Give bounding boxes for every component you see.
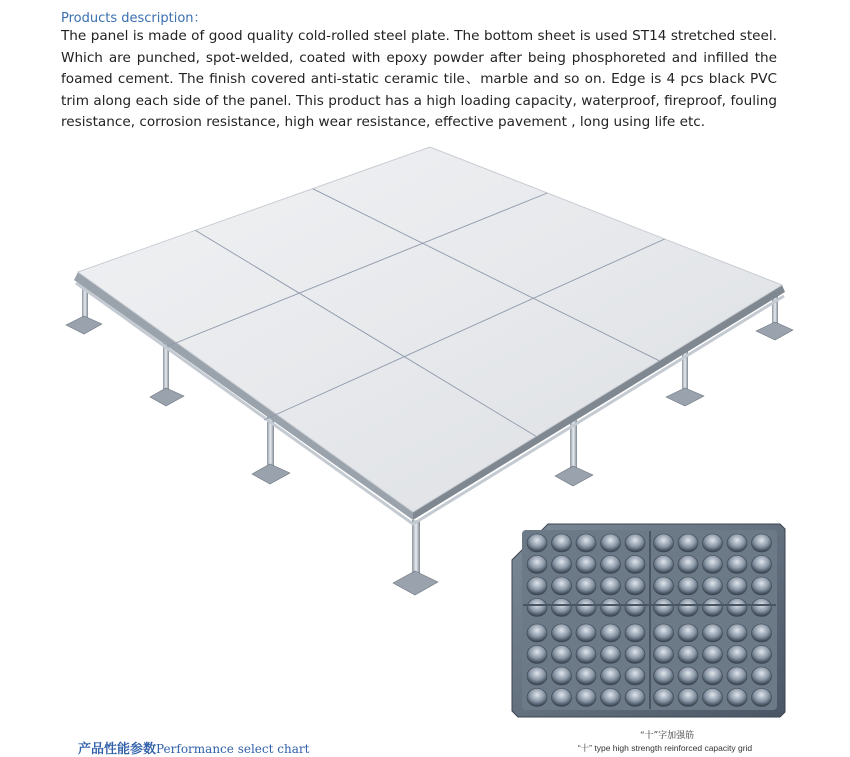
support-cup: [576, 599, 596, 617]
support-cup: [678, 624, 698, 642]
performance-heading: [78, 738, 309, 757]
support-cup: [654, 599, 674, 617]
support-cup: [527, 689, 547, 707]
support-cup: [678, 577, 698, 595]
support-cup: [703, 577, 723, 595]
inset-caption-en: “十” type high strength reinforced capacity grid: [577, 743, 753, 753]
support-cup: [552, 667, 572, 685]
support-cup: [601, 556, 621, 574]
support-cup: [752, 556, 772, 574]
support-cup: [703, 534, 723, 552]
support-cup: [654, 667, 674, 685]
support-cup: [752, 646, 772, 664]
support-cup: [625, 667, 645, 685]
support-cup: [576, 577, 596, 595]
inset-caption-cn: “十”字加强筋: [639, 731, 695, 741]
support-cup: [654, 556, 674, 574]
support-cup: [678, 689, 698, 707]
section-title: Products description：: [61, 11, 207, 26]
support-cup: [752, 624, 772, 642]
support-cup: [601, 577, 621, 595]
support-cup: [527, 624, 547, 642]
support-cup: [654, 534, 674, 552]
support-cup: [727, 689, 747, 707]
support-cup: [703, 667, 723, 685]
support-cup: [752, 534, 772, 552]
support-cup: [552, 534, 572, 552]
support-cup: [654, 624, 674, 642]
support-cup: [752, 577, 772, 595]
support-cup: [601, 624, 621, 642]
support-cup: [625, 599, 645, 617]
support-cup: [527, 556, 547, 574]
support-cup: [752, 599, 772, 617]
support-cup: [576, 646, 596, 664]
support-cup: [576, 667, 596, 685]
support-cup: [601, 599, 621, 617]
support-cup: [727, 534, 747, 552]
support-cup: [654, 646, 674, 664]
support-cup: [601, 646, 621, 664]
performance-heading-cn: 产品性能参数: [78, 742, 157, 757]
support-cup: [625, 646, 645, 664]
support-cup: [552, 577, 572, 595]
support-cup: [727, 624, 747, 642]
support-cup: [625, 689, 645, 707]
support-cup: [552, 556, 572, 574]
support-cup: [727, 646, 747, 664]
support-cup: [601, 534, 621, 552]
support-cup: [727, 667, 747, 685]
support-cup: [654, 577, 674, 595]
support-cup: [703, 599, 723, 617]
support-cup: [625, 577, 645, 595]
support-cup: [678, 556, 698, 574]
support-cup: [552, 599, 572, 617]
support-cup: [678, 667, 698, 685]
support-cup: [752, 667, 772, 685]
support-cup: [552, 624, 572, 642]
description-text: The panel is made of good quality cold-rolled steel plate. The bottom sheet is used ST14 stretched steel. Which are punched, spot-welded, coated with epoxy powder after being phosphoreted and infilled the foamed cement. The finish covered anti-static ceramic tile、marble and so on. Edge is 4 pcs black PVC trim along each side of the panel. This product has a high loading capacity, waterproof, fireproof, fouling resistance, corrosion resistance, high wear resistance, effective pavement , long using life etc.: [61, 28, 777, 131]
support-cup: [727, 556, 747, 574]
support-cup: [678, 599, 698, 617]
support-cup: [601, 667, 621, 685]
support-cup: [527, 534, 547, 552]
support-cup: [678, 534, 698, 552]
support-cup: [576, 689, 596, 707]
support-cup: [576, 624, 596, 642]
support-cup: [727, 577, 747, 595]
pedestal: [555, 420, 593, 486]
support-cup: [625, 624, 645, 642]
support-cup: [678, 646, 698, 664]
support-cup: [625, 534, 645, 552]
support-cup: [601, 689, 621, 707]
support-cup: [752, 689, 772, 707]
support-cup: [703, 556, 723, 574]
support-cup: [527, 646, 547, 664]
support-cup: [625, 556, 645, 574]
panel-underside-image: [506, 519, 793, 719]
support-cup: [703, 624, 723, 642]
support-cup: [552, 646, 572, 664]
support-cup: [727, 599, 747, 617]
performance-heading-en: Performance select chart: [156, 742, 310, 756]
support-cup: [576, 556, 596, 574]
support-cup: [576, 534, 596, 552]
floor-surface: [78, 147, 782, 512]
support-cup: [527, 599, 547, 617]
support-cup: [527, 577, 547, 595]
support-cup: [703, 646, 723, 664]
support-cup: [552, 689, 572, 707]
support-cup: [654, 689, 674, 707]
support-cup: [703, 689, 723, 707]
support-cup: [527, 667, 547, 685]
pedestal: [393, 520, 438, 595]
